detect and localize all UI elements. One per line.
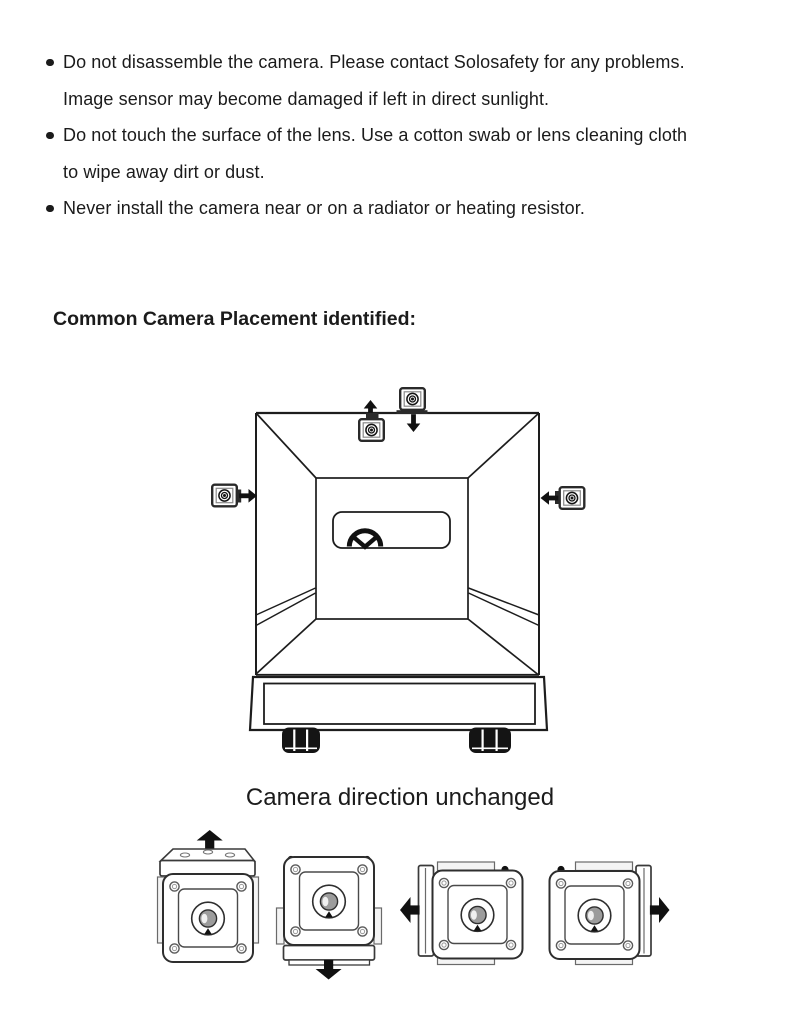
mount-bar [284, 946, 375, 961]
bullet-dot-icon [46, 132, 54, 140]
safety-text-line: to wipe away dirt or dust. [63, 161, 265, 182]
safety-text-line: Image sensor may become damaged if left in direct sunlight. [63, 88, 550, 109]
camera-direction-diagram [0, 822, 800, 992]
camera-front-face [284, 857, 374, 945]
right-wheel-icon [469, 728, 511, 754]
camera-bracket [366, 413, 379, 418]
left-wheel-icon [282, 728, 320, 754]
arrow-right-icon [650, 897, 670, 923]
figure-caption: Camera direction unchanged [245, 784, 555, 811]
arrow-down-icon [407, 414, 421, 432]
camera-icon [212, 485, 237, 507]
safety-instructions-list [63, 44, 768, 227]
steering-wheel-icon [349, 531, 380, 547]
camera-icon [560, 487, 585, 509]
camera-front-face [433, 871, 523, 959]
safety-text-line: Do not disassemble the camera. Please contact Solosafety for any problems. [63, 52, 685, 72]
safety-bullet-item [63, 117, 768, 190]
safety-bullet-item [63, 44, 768, 117]
camera-placement-diagram [190, 380, 610, 770]
camera-mount-right [550, 862, 670, 965]
camera-mount-left [400, 862, 523, 965]
camera-front-face [550, 871, 640, 959]
bullet-dot-icon [46, 205, 54, 213]
camera-front-face [163, 874, 253, 962]
camera-mount-bottom [277, 856, 382, 980]
camera-placement-ceiling-inside [359, 400, 384, 441]
front-bumper [250, 677, 547, 730]
room-interior [256, 413, 540, 675]
safety-bullet-item [63, 190, 768, 227]
arrow-left-icon [400, 897, 420, 923]
camera-mount-top [158, 830, 259, 962]
safety-text-line: Do not touch the surface of the lens. Use a cotton swab or lens cleaning cloth [63, 125, 688, 146]
safety-text-line: Never install the camera near or on a radiator or heating resistor. [63, 198, 585, 219]
camera-placement-left-wall [212, 485, 257, 507]
section-heading: Common Camera Placement identified: [53, 308, 416, 330]
bullet-dot-icon [46, 59, 54, 67]
arrow-right-icon [239, 489, 257, 503]
camera-placement-right-wall [541, 487, 585, 509]
arrow-up-icon [197, 830, 223, 850]
camera-placement-roof-outside [397, 388, 428, 432]
camera-icon [359, 419, 384, 441]
camera-icon [400, 388, 425, 410]
